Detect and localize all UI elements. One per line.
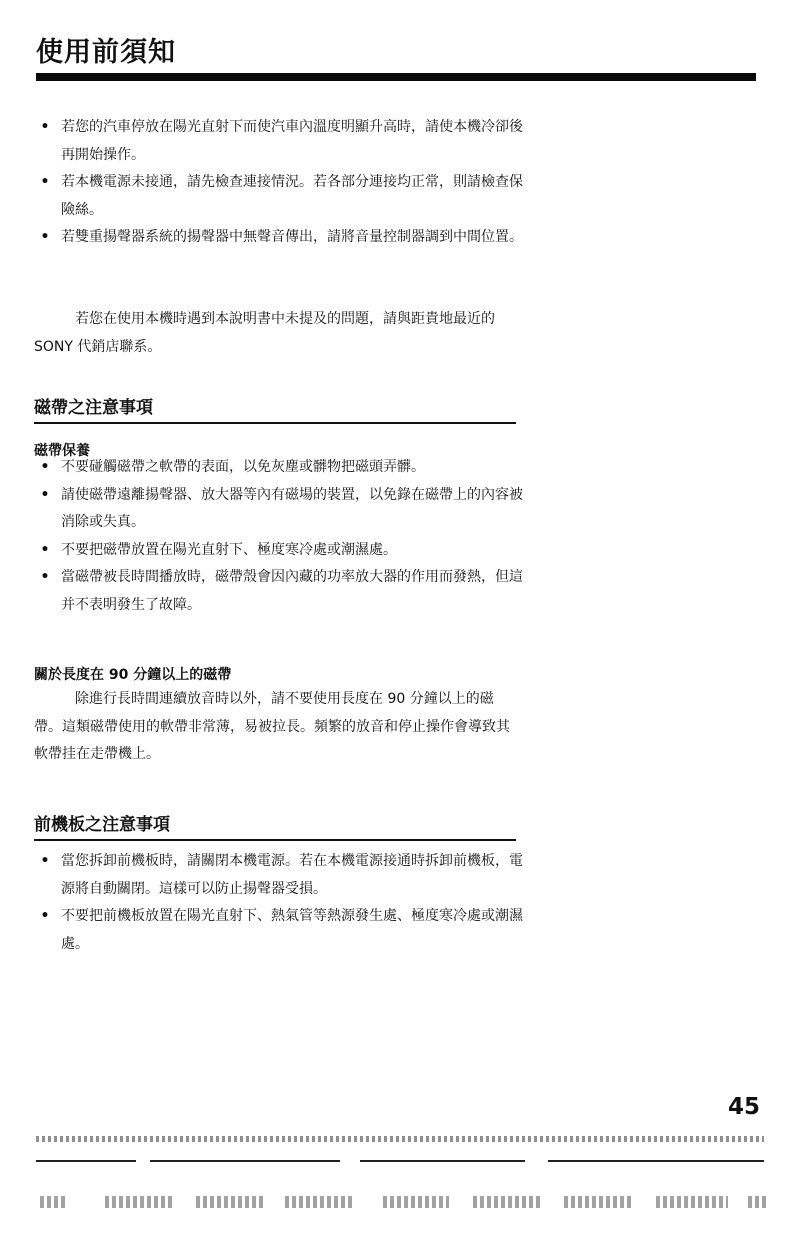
bullet-icon: •	[40, 459, 50, 475]
front-panel-text: 不要把前機板放置在陽光直射下、熱氣管等熱源發生處、極度寒冷處或潮濕處。	[61, 908, 523, 952]
footer-print-mark	[564, 1196, 634, 1208]
intro-bullet-item	[34, 169, 524, 224]
intro-bullet-item	[34, 224, 524, 252]
page-title: 使用前須知	[36, 37, 176, 68]
tape-care-text: 不要碰觸磁帶之軟帶的表面，以免灰塵或髒物把磁頭弄髒。	[61, 459, 425, 475]
footer-print-mark	[656, 1196, 728, 1208]
intro-bullet-list	[34, 114, 524, 252]
intro-bullet-item	[34, 114, 524, 169]
tape-care-item	[34, 482, 524, 537]
footer-rule	[36, 1160, 136, 1162]
tape-care-text: 當磁帶被長時間播放時，磁帶殼會因內藏的功率放大器的作用而發熱，但這并不表明發生了故障。	[61, 569, 523, 613]
footer-bleed-marks	[36, 1136, 764, 1142]
bullet-icon: •	[40, 541, 50, 558]
bullet-icon: •	[40, 119, 50, 135]
front-panel-list	[34, 848, 524, 958]
bullet-icon: •	[40, 853, 50, 869]
tape-care-list	[34, 454, 524, 619]
tape-care-item	[34, 564, 524, 619]
intro-bullet-text: 若您的汽車停放在陽光直射下而使汽車內溫度明顯升高時，請使本機冷卻後再開始操作。	[61, 119, 523, 163]
long-tape-heading: 關於長度在 90 分鐘以上的磁帶	[34, 667, 232, 683]
front-panel-item	[34, 848, 524, 903]
intro-bullet-text: 若本機電源未接通，請先檢查連接情況。若各部分連接均正常，則請檢查保險絲。	[61, 174, 523, 218]
footer-rule	[360, 1160, 525, 1162]
tape-care-text: 不要把磁帶放置在陽光直射下、極度寒冷處或潮濕處。	[61, 541, 397, 558]
bullet-icon: •	[40, 569, 50, 585]
bullet-icon: •	[40, 908, 50, 924]
front-panel-text: 當您拆卸前機板時，請關閉本機電源。若在本機電源接通時拆卸前機板，電源將自動關閉。這樣可以防止揚聲器受損。	[61, 853, 523, 897]
title-rule	[36, 73, 756, 81]
front-panel-section-heading: 前機板之注意事項	[34, 810, 516, 841]
tape-care-item	[34, 454, 524, 482]
footer-print-mark	[105, 1196, 175, 1208]
tape-care-text: 請使磁帶遠離揚聲器、放大器等內有磁場的裝置，以免錄在磁帶上的內容被消除或失真。	[61, 486, 523, 530]
bullet-icon: •	[40, 229, 50, 245]
long-tape-text: 除進行長時間連續放音時以外，請不要使用長度在 90 分鐘以上的磁帶。這類磁帶使用的軟帶非常薄，易被拉長。頻繁的放音和停止操作會導致其軟帶挂在走帶機上。	[34, 691, 510, 762]
bullet-icon: •	[40, 486, 50, 503]
footer-rule	[150, 1160, 340, 1162]
footer-print-mark	[473, 1196, 541, 1208]
page-number: 45	[728, 1094, 761, 1120]
intro-note: 若您在使用本機時遇到本說明書中未提及的問題，請與距貴地最近的 SONY 代銷店聯系。	[34, 311, 495, 355]
footer-print-mark	[196, 1196, 264, 1208]
tape-care-heading: 磁帶保養	[34, 443, 90, 459]
footer-print-mark	[383, 1196, 449, 1208]
footer-print-mark	[748, 1196, 766, 1208]
tape-section-heading: 磁帶之注意事項	[34, 393, 516, 424]
bullet-icon: •	[40, 174, 50, 190]
intro-bullet-text: 若雙重揚聲器系統的揚聲器中無聲音傳出，請將音量控制器調到中間位置。	[61, 229, 523, 245]
front-panel-item	[34, 903, 524, 958]
footer-rule	[548, 1160, 764, 1162]
footer-print-mark	[40, 1196, 68, 1208]
tape-care-item	[34, 537, 524, 565]
footer-print-mark	[285, 1196, 355, 1208]
